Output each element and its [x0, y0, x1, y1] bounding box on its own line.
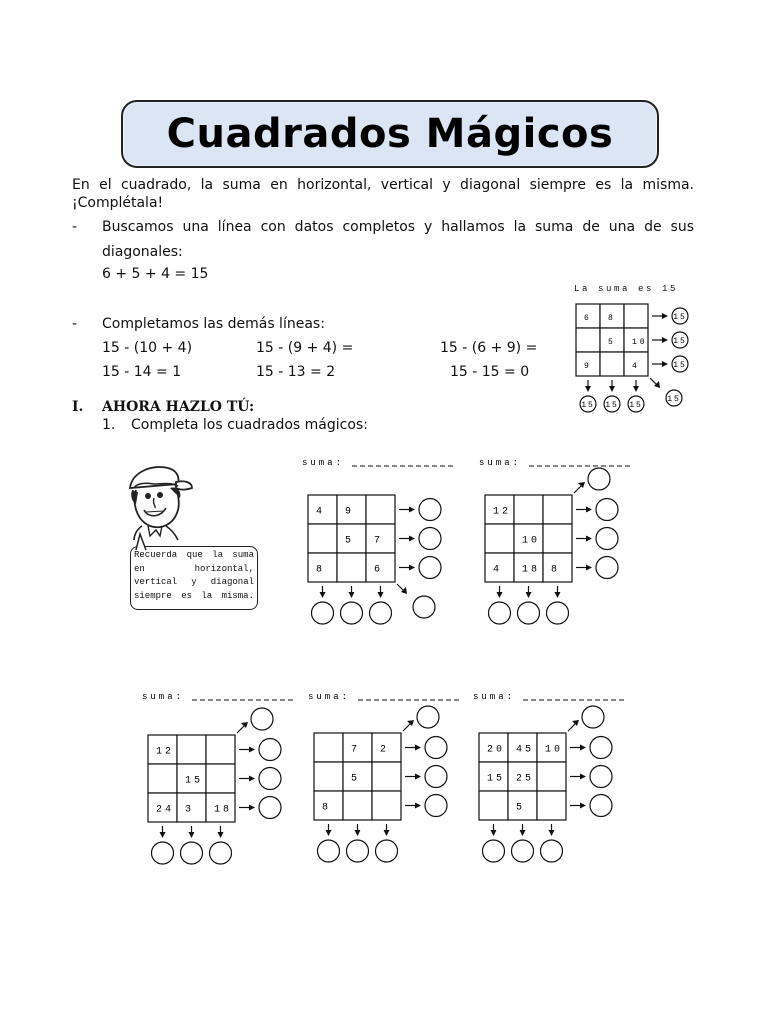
arrowhead [662, 361, 668, 367]
arrowhead [633, 386, 639, 392]
step1-bullet: - [72, 219, 78, 235]
grid-cell[interactable] [600, 352, 624, 376]
cell-value: 8 [322, 802, 332, 814]
arrowhead [580, 774, 586, 780]
grid-cell[interactable] [308, 524, 337, 553]
arrowhead [549, 830, 555, 836]
cell-value: 15 [185, 775, 204, 787]
row-sum-value: 15 [673, 361, 687, 370]
row-sum-circle[interactable] [596, 557, 618, 579]
arrowhead [384, 830, 390, 836]
cell-value: 5 [345, 535, 355, 547]
arrowhead [409, 507, 415, 513]
column-sum-circle[interactable] [541, 840, 563, 862]
arrowhead [609, 386, 615, 392]
arrowhead [415, 745, 421, 751]
row-sum-circle[interactable] [259, 797, 281, 819]
row-sum-circle[interactable] [419, 499, 441, 521]
arrowhead [580, 803, 586, 809]
step1-text-line2: diagonales: [102, 244, 183, 260]
exercise-square-1 [300, 452, 460, 642]
cell-value: 10 [545, 744, 564, 756]
cell-value: 9 [345, 506, 355, 518]
column-sum-circle[interactable] [547, 602, 569, 624]
diagonal-sum-circle[interactable] [417, 706, 439, 728]
magic-square-grid [469, 686, 629, 876]
row-sum-circle[interactable] [419, 557, 441, 579]
title-banner [121, 100, 659, 168]
exercise-square-3 [140, 686, 300, 876]
grid-cell[interactable] [514, 495, 543, 524]
diagonal-sum-circle[interactable] [251, 708, 273, 730]
column-sum-circle[interactable] [483, 840, 505, 862]
step1-equation: 6 + 5 + 4 = 15 [102, 266, 209, 282]
column-sum-value: 15 [605, 401, 619, 410]
grid-cell[interactable] [537, 762, 566, 791]
row-sum-circle[interactable] [590, 795, 612, 817]
row-sum-circle[interactable] [259, 768, 281, 790]
cell-value: 5 [351, 773, 361, 785]
exercise-square-5 [469, 686, 629, 876]
column-sum-circle[interactable] [341, 602, 363, 624]
hint-text: Recuerda que la suma en horizontal, vertical y diagonal siempre es la misma. [134, 550, 254, 601]
step2-op-2-2: 15 - 13 = 2 [256, 364, 336, 380]
grid-cell[interactable] [372, 791, 401, 820]
section-heading: AHORA HAZLO TÚ: [102, 399, 255, 415]
arrowhead [241, 722, 248, 728]
page-title: Cuadrados Mágicos [166, 111, 614, 157]
step2-op-2-1: 15 - 14 = 1 [102, 364, 182, 380]
arrowhead [160, 832, 166, 838]
intro-text: En el cuadrado, la suma en horizontal, vertical y diagonal siempre es la misma. ¡Complétala! [72, 177, 694, 211]
cell-value: 12 [493, 506, 512, 518]
example-label: La suma es 15 [574, 284, 679, 294]
arrowhead [586, 507, 592, 513]
cell-value: 2 [380, 744, 390, 756]
arrowhead [189, 832, 195, 838]
column-sum-value: 15 [629, 401, 643, 410]
column-sum-value: 15 [581, 401, 595, 410]
column-sum-circle[interactable] [347, 840, 369, 862]
cell-value: 8 [551, 564, 561, 576]
arrowhead [585, 386, 591, 392]
grid-cell[interactable] [624, 304, 648, 328]
arrowhead [355, 830, 361, 836]
column-sum-circle[interactable] [512, 840, 534, 862]
cell-value: 6 [584, 314, 592, 323]
cell-value: 4 [316, 506, 326, 518]
grid-cell[interactable] [366, 495, 395, 524]
cell-value: 18 [214, 804, 233, 816]
cell-value: 20 [487, 744, 506, 756]
arrowhead [586, 536, 592, 542]
row-sum-circle[interactable] [425, 737, 447, 759]
diagonal-sum-circle[interactable] [582, 706, 604, 728]
arrowhead [555, 592, 561, 598]
arrowhead [249, 747, 255, 753]
arrowhead [415, 774, 421, 780]
step2-op-1-3: 15 - (6 + 9) = [440, 340, 538, 356]
cell-value: 5 [608, 338, 616, 347]
column-sum-circle[interactable] [489, 602, 511, 624]
arrowhead [662, 313, 668, 319]
arrowhead [654, 381, 660, 388]
row-sum-value: 15 [673, 313, 687, 322]
grid-cell[interactable] [177, 735, 206, 764]
grid-cell[interactable] [314, 733, 343, 762]
arrowhead [378, 592, 384, 598]
arrowhead [580, 745, 586, 751]
grid-cell[interactable] [206, 735, 235, 764]
suma-label: suma: [308, 692, 351, 702]
magic-square-grid [574, 302, 694, 412]
grid-cell[interactable] [576, 328, 600, 352]
arrowhead [409, 536, 415, 542]
section-number: I. [72, 399, 84, 415]
grid-cell[interactable] [206, 764, 235, 793]
grid-cell[interactable] [543, 524, 572, 553]
grid-cell[interactable] [337, 553, 366, 582]
instruction-text: Completa los cuadrados mágicos: [131, 417, 368, 433]
cell-value: 15 [487, 773, 506, 785]
grid-cell[interactable] [148, 764, 177, 793]
arrowhead [526, 592, 532, 598]
arrowhead [218, 832, 224, 838]
grid-cell[interactable] [479, 791, 508, 820]
cell-value: 25 [516, 773, 535, 785]
arrowhead [349, 592, 355, 598]
step2-op-1-1: 15 - (10 + 4) [102, 340, 193, 356]
row-sum-circle[interactable] [596, 499, 618, 521]
magic-square-grid [300, 452, 460, 642]
cell-value: 10 [522, 535, 541, 547]
arrowhead [401, 587, 407, 594]
magic-square-grid [474, 452, 634, 642]
cell-value: 24 [156, 804, 175, 816]
cell-value: 18 [522, 564, 541, 576]
arrowhead [578, 482, 585, 488]
example-magic-square [574, 302, 694, 412]
arrowhead [407, 720, 414, 726]
magic-square-grid [304, 686, 464, 876]
cell-value: 8 [608, 314, 616, 323]
cell-value: 10 [632, 338, 648, 347]
column-sum-circle[interactable] [370, 602, 392, 624]
cell-value: 9 [584, 362, 592, 371]
cell-value: 7 [351, 744, 361, 756]
grid-cell[interactable] [343, 791, 372, 820]
arrowhead [491, 830, 497, 836]
suma-label: suma: [302, 458, 345, 468]
grid-cell[interactable] [372, 762, 401, 791]
arrowhead [249, 776, 255, 782]
arrowhead [572, 720, 579, 726]
column-sum-circle[interactable] [312, 602, 334, 624]
cell-value: 7 [374, 535, 384, 547]
row-sum-circle[interactable] [259, 739, 281, 761]
row-sum-value: 15 [673, 337, 687, 346]
grid-cell[interactable] [543, 495, 572, 524]
cartoon-boy-illustration [122, 460, 202, 540]
diagonal-sum-value: 15 [667, 395, 681, 404]
arrowhead [415, 803, 421, 809]
grid-cell[interactable] [314, 762, 343, 791]
exercise-square-4 [304, 686, 464, 876]
diagonal-sum-circle[interactable] [413, 596, 435, 618]
column-sum-circle[interactable] [152, 842, 174, 864]
cell-value: 3 [185, 804, 195, 816]
cell-value: 45 [516, 744, 535, 756]
cell-value: 5 [516, 802, 526, 814]
column-sum-circle[interactable] [181, 842, 203, 864]
row-sum-circle[interactable] [425, 766, 447, 788]
grid-cell[interactable] [485, 524, 514, 553]
column-sum-circle[interactable] [210, 842, 232, 864]
column-sum-circle[interactable] [518, 602, 540, 624]
cell-value: 4 [493, 564, 503, 576]
row-sum-circle[interactable] [590, 766, 612, 788]
arrowhead [326, 830, 332, 836]
suma-label: suma: [473, 692, 516, 702]
step2-op-2-3: 15 - 15 = 0 [450, 364, 530, 380]
column-sum-circle[interactable] [376, 840, 398, 862]
step2-op-1-2: 15 - (9 + 4) = [256, 340, 354, 356]
diagonal-sum-circle[interactable] [588, 468, 610, 490]
row-sum-circle[interactable] [419, 528, 441, 550]
suma-label: suma: [479, 458, 522, 468]
arrowhead [249, 805, 255, 811]
cell-value: 4 [632, 362, 640, 371]
arrowhead [320, 592, 326, 598]
step2-text: Completamos las demás líneas: [102, 316, 325, 332]
row-sum-circle[interactable] [596, 528, 618, 550]
cell-value: 12 [156, 746, 175, 758]
arrowhead [586, 565, 592, 571]
arrowhead [409, 565, 415, 571]
column-sum-circle[interactable] [318, 840, 340, 862]
grid-cell[interactable] [537, 791, 566, 820]
arrowhead [520, 830, 526, 836]
step1-text-line1: Buscamos una línea con datos completos y hallamos la suma de una de sus [102, 219, 694, 235]
arrowhead [497, 592, 503, 598]
suma-label: suma: [142, 692, 185, 702]
row-sum-circle[interactable] [425, 795, 447, 817]
cell-value: 8 [316, 564, 326, 576]
step2-bullet: - [72, 316, 78, 332]
row-sum-circle[interactable] [590, 737, 612, 759]
instruction-number: 1. [102, 417, 116, 433]
exercise-square-2 [474, 452, 634, 642]
magic-square-grid [140, 686, 300, 876]
arrowhead [662, 337, 668, 343]
cell-value: 6 [374, 564, 384, 576]
